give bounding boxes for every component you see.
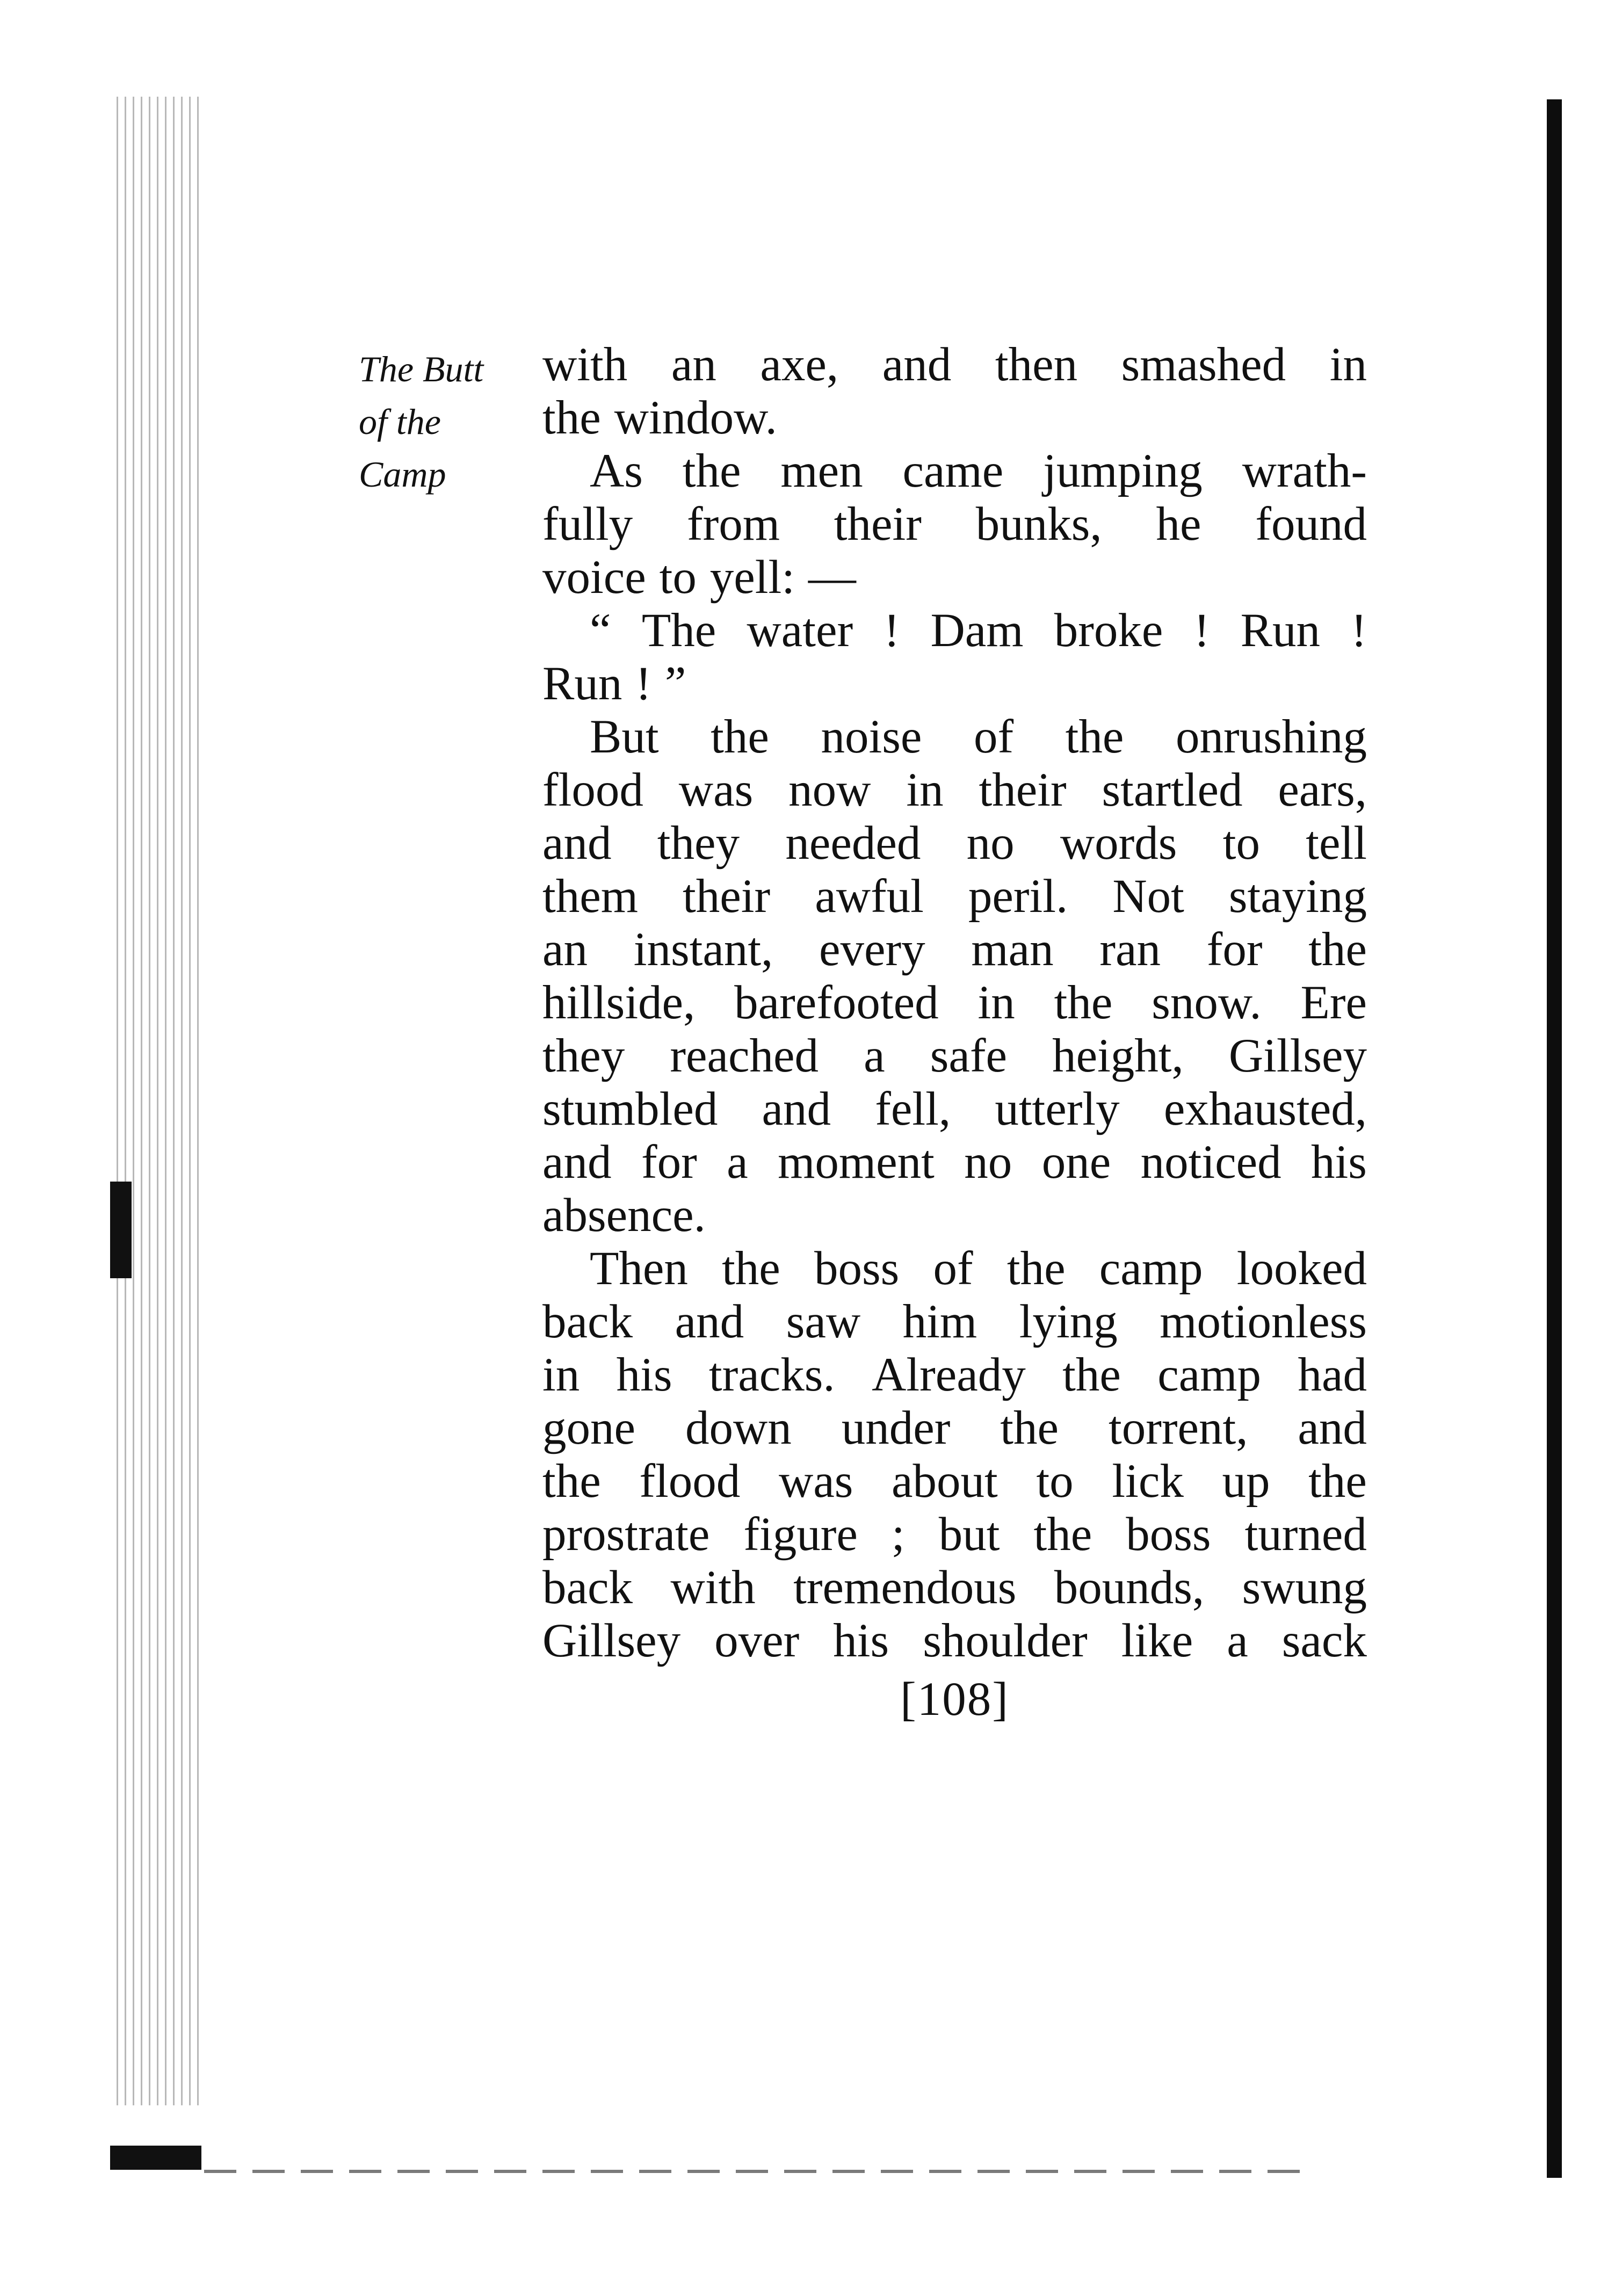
- text-word: him: [902, 1295, 977, 1348]
- text-word: and: [882, 338, 952, 391]
- text-word: Not: [1112, 870, 1184, 923]
- text-word: the: [1006, 1242, 1066, 1295]
- text-word: onrushing: [1175, 711, 1367, 763]
- body-text: [542, 338, 1367, 1668]
- text-word: the: [1308, 1455, 1367, 1508]
- text-word: was: [778, 1455, 853, 1508]
- text-word: camp: [1157, 1349, 1262, 1401]
- text-word: then: [995, 338, 1078, 391]
- text-word: lick: [1112, 1455, 1184, 1508]
- text-word: one: [1041, 1136, 1111, 1189]
- text-word: prostrate: [542, 1508, 710, 1561]
- text-word: every: [819, 923, 925, 976]
- text-word: his: [833, 1614, 889, 1667]
- text-word: an: [671, 338, 716, 391]
- text-word: they: [657, 817, 740, 870]
- text-word: from: [686, 498, 780, 551]
- text-word: !: [635, 657, 651, 710]
- text-word: in: [906, 764, 944, 816]
- text-word: men: [780, 445, 863, 497]
- text-word: torrent,: [1108, 1402, 1248, 1454]
- text-word: their: [683, 870, 771, 923]
- margin-note-line: Camp: [359, 454, 446, 495]
- text-line: [542, 1614, 1367, 1668]
- text-word: broke: [1054, 604, 1163, 657]
- text-word: absence.: [542, 1189, 706, 1242]
- text-word: moment: [778, 1136, 935, 1189]
- text-line: [542, 1189, 1367, 1242]
- text-word: was: [678, 764, 754, 816]
- text-line: [542, 551, 1367, 604]
- text-word: his: [1311, 1136, 1367, 1189]
- text-word: found: [1255, 498, 1367, 551]
- text-line: [542, 498, 1367, 551]
- text-word: an: [542, 923, 588, 976]
- text-word: came: [902, 445, 1004, 497]
- text-word: Dam: [930, 604, 1024, 657]
- text-line: [542, 1561, 1367, 1614]
- text-word: ;: [891, 1508, 905, 1561]
- text-line: [542, 764, 1367, 817]
- text-word: under: [841, 1402, 951, 1454]
- text-line: [542, 338, 1367, 392]
- text-word: the: [1065, 711, 1124, 763]
- text-word: and: [542, 1136, 612, 1189]
- text-word: the: [1033, 1508, 1092, 1561]
- text-word: gone: [542, 1402, 636, 1454]
- text-word: Run: [542, 657, 622, 710]
- text-word: up: [1222, 1455, 1270, 1508]
- text-line: [542, 1349, 1367, 1402]
- text-line: [542, 817, 1367, 870]
- text-word: but: [938, 1508, 1000, 1561]
- text-word: and: [542, 817, 612, 870]
- text-word: the: [722, 1242, 780, 1295]
- text-word: Gillsey: [542, 1614, 681, 1667]
- text-line: [542, 392, 1367, 445]
- scan-page-edge: [1547, 99, 1562, 2178]
- text-line: [542, 1030, 1367, 1083]
- text-word: lying: [1019, 1295, 1118, 1348]
- text-word: stumbled: [542, 1083, 718, 1135]
- text-line: [542, 1083, 1367, 1136]
- text-word: the: [542, 1455, 601, 1508]
- text-line: [542, 1295, 1367, 1349]
- text-word: to: [1036, 1455, 1074, 1508]
- text-word: peril.: [968, 870, 1068, 923]
- text-word: their: [834, 498, 922, 551]
- text-line: [542, 1402, 1367, 1455]
- scan-bottom-edge: [204, 2170, 1310, 2173]
- text-word: height,: [1052, 1030, 1184, 1082]
- text-line: [542, 1508, 1367, 1561]
- text-word: and: [675, 1295, 744, 1348]
- text-word: snow.: [1152, 976, 1262, 1029]
- text-word: a: [864, 1030, 885, 1082]
- text-word: As: [590, 445, 643, 497]
- text-word: exhausted,: [1163, 1083, 1367, 1135]
- text-word: tracks.: [708, 1349, 835, 1401]
- text-line: [542, 657, 1367, 711]
- text-word: them: [542, 870, 638, 923]
- text-word: safe: [930, 1030, 1007, 1082]
- text-word: wrath-: [1242, 445, 1367, 497]
- text-line: [542, 870, 1367, 923]
- text-word: and: [762, 1083, 831, 1135]
- text-word: with: [670, 1561, 756, 1614]
- text-word: of: [973, 711, 1014, 763]
- text-word: the: [1062, 1349, 1121, 1401]
- text-word: Run: [1240, 604, 1321, 657]
- text-word: Ere: [1300, 976, 1367, 1029]
- text-word: back: [542, 1561, 633, 1614]
- text-word: shoulder: [923, 1614, 1088, 1667]
- text-word: he: [1156, 498, 1201, 551]
- text-word: startled: [1102, 764, 1243, 816]
- text-word: !: [1351, 604, 1367, 657]
- text-line: [542, 1242, 1367, 1295]
- text-word: hillside,: [542, 976, 696, 1029]
- text-line: [542, 923, 1367, 976]
- text-word: Already: [872, 1349, 1026, 1401]
- text-word: voice: [542, 551, 646, 604]
- text-word: the: [1000, 1402, 1059, 1454]
- text-word: flood: [542, 764, 643, 816]
- text-word: ran: [1099, 923, 1161, 976]
- text-word: the: [682, 445, 741, 497]
- text-line: [542, 1455, 1367, 1508]
- scan-binding-shadow: [110, 97, 201, 2105]
- text-word: a: [727, 1136, 748, 1189]
- text-word: in: [1329, 338, 1367, 391]
- text-word: smashed: [1121, 338, 1286, 391]
- scan-binding-mark: [110, 1182, 132, 1278]
- text-word: of: [933, 1242, 973, 1295]
- text-word: sack: [1281, 1614, 1367, 1667]
- text-word: ”: [664, 657, 686, 710]
- text-word: The: [641, 604, 716, 657]
- text-word: boss: [814, 1242, 900, 1295]
- text-word: motionless: [1160, 1295, 1367, 1348]
- text-word: words: [1060, 817, 1177, 870]
- text-word: and: [1298, 1402, 1367, 1454]
- text-word: his: [616, 1349, 672, 1401]
- text-word: over: [714, 1614, 800, 1667]
- text-word: man: [971, 923, 1054, 976]
- text-word: a: [1227, 1614, 1248, 1667]
- text-word: the: [1308, 923, 1367, 976]
- text-word: figure: [743, 1508, 858, 1561]
- text-word: !: [1193, 604, 1210, 657]
- text-word: fell,: [875, 1083, 951, 1135]
- text-word: noticed: [1140, 1136, 1281, 1189]
- text-word: fully: [542, 498, 633, 551]
- text-word: Then: [590, 1242, 688, 1295]
- text-word: for: [1206, 923, 1263, 976]
- scan-binding-foot: [110, 2146, 201, 2170]
- text-word: yell:: [709, 551, 795, 604]
- text-word: tremendous: [793, 1561, 1017, 1614]
- text-word: !: [884, 604, 900, 657]
- text-word: had: [1298, 1349, 1367, 1401]
- text-word: needed: [785, 817, 921, 870]
- text-word: no: [966, 817, 1015, 870]
- text-word: like: [1121, 1614, 1193, 1667]
- text-line: [542, 445, 1367, 498]
- text-word: awful: [815, 870, 924, 923]
- text-word: in: [977, 976, 1015, 1029]
- text-word: their: [979, 764, 1067, 816]
- text-word: instant,: [633, 923, 773, 976]
- text-word: with: [542, 338, 628, 391]
- text-word: window.: [614, 392, 777, 444]
- text-word: turned: [1244, 1508, 1367, 1561]
- margin-note: [359, 343, 536, 501]
- text-word: tell: [1306, 817, 1367, 870]
- text-word: axe,: [760, 338, 839, 391]
- text-word: about: [892, 1455, 998, 1508]
- text-word: back: [542, 1295, 633, 1348]
- text-word: the: [542, 392, 601, 444]
- text-word: the: [1054, 976, 1113, 1029]
- text-word: bunks,: [975, 498, 1102, 551]
- page-number: [108]: [900, 1673, 1009, 1726]
- text-word: now: [788, 764, 871, 816]
- text-word: water: [747, 604, 853, 657]
- text-word: jumping: [1043, 445, 1203, 497]
- text-word: boss: [1126, 1508, 1211, 1561]
- text-word: no: [964, 1136, 1012, 1189]
- text-word: —: [808, 551, 856, 604]
- text-word: to: [1222, 817, 1260, 870]
- text-word: ears,: [1278, 764, 1367, 816]
- text-line: [542, 604, 1367, 657]
- text-word: in: [542, 1349, 580, 1401]
- text-line: [542, 976, 1367, 1030]
- text-word: flood: [639, 1455, 741, 1508]
- text-word: barefooted: [734, 976, 939, 1029]
- text-word: saw: [786, 1295, 861, 1348]
- text-word: swung: [1242, 1561, 1367, 1614]
- text-word: utterly: [995, 1083, 1120, 1135]
- text-word: camp: [1099, 1242, 1203, 1295]
- text-word: down: [685, 1402, 792, 1454]
- text-word: noise: [821, 711, 922, 763]
- text-word: they: [542, 1030, 625, 1082]
- text-word: staying: [1228, 870, 1367, 923]
- text-word: to: [659, 551, 697, 604]
- margin-note-line: The Butt: [359, 349, 484, 389]
- text-line: [542, 1136, 1367, 1189]
- text-word: Gillsey: [1228, 1030, 1367, 1082]
- text-word: reached: [670, 1030, 819, 1082]
- text-line: [542, 711, 1367, 764]
- text-word: for: [641, 1136, 697, 1189]
- text-word: looked: [1236, 1242, 1367, 1295]
- text-word: But: [590, 711, 659, 763]
- margin-note-line: of the: [359, 401, 441, 442]
- text-word: bounds,: [1054, 1561, 1205, 1614]
- text-word: “: [590, 604, 611, 657]
- text-word: the: [711, 711, 769, 763]
